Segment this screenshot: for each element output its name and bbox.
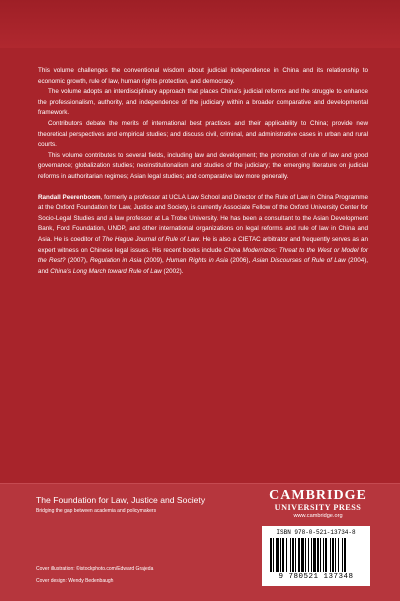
author-name: Randall Peerenboom: [38, 193, 101, 201]
bio-text: (2007),: [65, 257, 90, 265]
top-cover-band: [0, 0, 400, 48]
description-paragraph-1: This volume challenges the conventional wisdom about judicial independence in China and its relationship to economic growth, rule of law, human rights protection, and democracy.: [38, 67, 368, 85]
barcode-digits: 9 780521 137348: [278, 573, 354, 581]
cover-design-credit: Cover design: Wendy Bedenbaugh: [36, 578, 114, 584]
bio-text: , formerly a professor at UCLA Law School and Director of the Rule of Law in China Programme at the Oxford Foundation for Law, Justice and Society, is currently Associate Fellow of the Oxford University Center for Socio-Legal Studies and a law professor at La Trobe University. He has been a consultant to the Asian Development Bank, Ford Foundation, UNDP, and other international organizations on legal reforms and rule of law in China and Asia. He is coeditor of: [38, 193, 368, 243]
bio-text: (2002).: [161, 267, 184, 275]
cambridge-logo: [268, 488, 368, 520]
description-paragraph-3: Contributors debate the merits of international best practices and their applicability to China; provide new theoretical perspectives and empirical studies; and discuss civil, criminal, and administrative cases in urban and rural courts.: [38, 119, 368, 149]
bio-text: (2006),: [228, 257, 253, 265]
back-cover-text: [38, 66, 368, 277]
cover-illustration-credit: Cover illustration: ©istockphoto.com/Edward Grajeda: [36, 566, 154, 572]
bio-text: . He is also a CIETAC arbitrator and frequently serves as an expert witness on Chinese legal issues. His recent books include: [38, 235, 369, 254]
journal-title: The Hague Journal of Rule of Law: [102, 235, 199, 243]
book-title: China Modernizes: Threat to the West or Model for the Rest?: [38, 246, 368, 265]
description-paragraph-2: The volume adopts an interdisciplinary approach that places China’s judicial reforms and the struggle to enhance the professionalism, authority, and independence of the judiciary within a broader comparative and developmental framework.: [38, 88, 368, 117]
book-title: Regulation in Asia: [90, 257, 142, 265]
publisher-url: www.cambridge.org: [293, 513, 343, 519]
bio-text: (2004), and: [38, 257, 369, 275]
book-title: Human Rights in Asia: [166, 257, 228, 265]
barcode-icon: [270, 538, 364, 572]
isbn-label: ISBN 978-0-521-13734-8: [276, 529, 356, 536]
author-bio: [38, 193, 368, 278]
publisher-subname: UNIVERSITY PRESS: [274, 503, 362, 512]
foundation-tagline: Bridging the gap between academia and policymakers: [36, 508, 157, 514]
barcode-box: [262, 526, 370, 586]
publisher-name: CAMBRIDGE: [269, 488, 367, 503]
book-title: China’s Long March toward Rule of Law: [50, 267, 162, 275]
foundation-name: The Foundation for Law, Justice and Society: [36, 495, 206, 505]
book-title: Asian Discourses of Rule of Law: [252, 257, 346, 265]
description-paragraph-4: This volume contributes to several fields, including law and development; the promotion of rule of law and good governance; globalization studies; neoinstitutionalism and studies of the judiciary; the emerging literature on judicial reforms in authoritarian regimes; Asian legal studies; and comparative law more generally.: [38, 151, 368, 180]
bio-text: (2009),: [141, 257, 167, 265]
